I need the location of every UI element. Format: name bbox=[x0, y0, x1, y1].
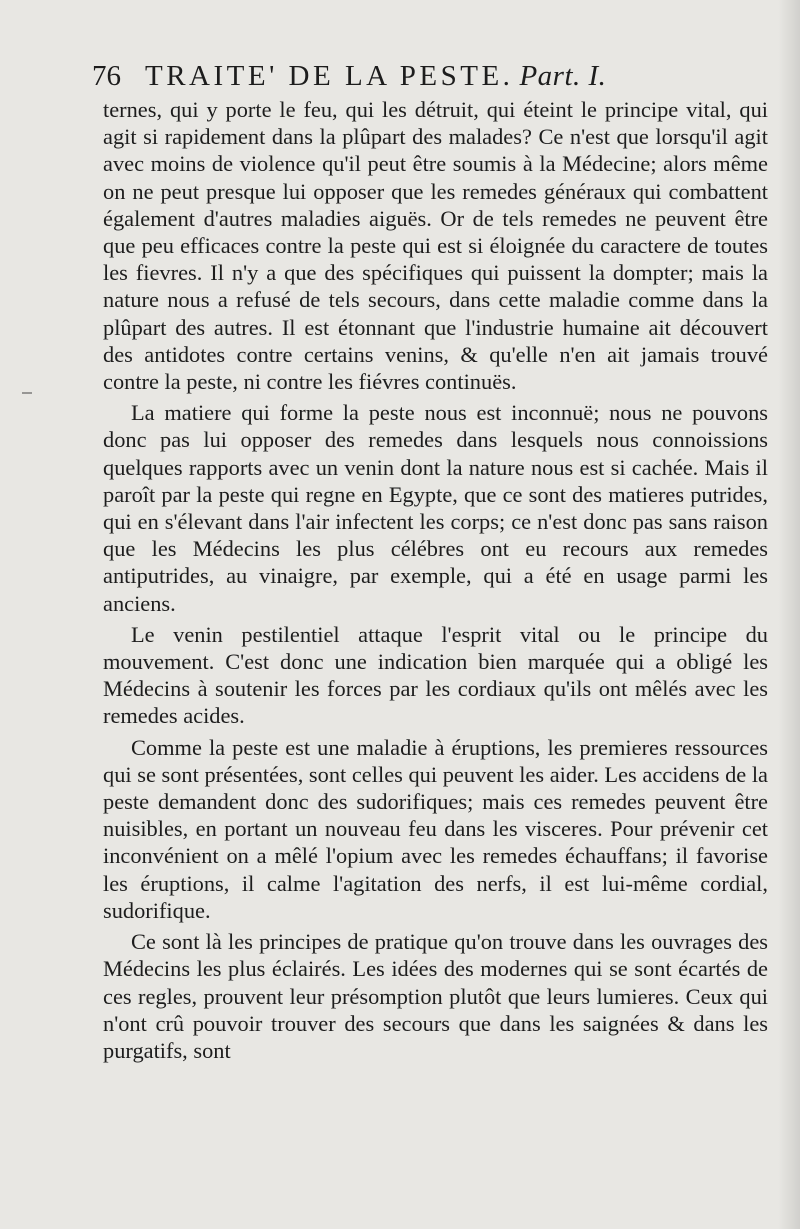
paragraph-5: Ce sont là les principes de pratique qu'on trouve dans les ouvrages des Médecins les plus éclairés. Les idées des modernes qui se sont écartés de ces regles, prouvent leur présomption plutôt que leurs lumieres. Ceux qui n'ont crû pouvoir trouver des secours que dans les saignées & dans les purgatifs, sont bbox=[103, 929, 768, 1063]
running-header bbox=[92, 60, 732, 92]
page-number: 76 bbox=[92, 60, 121, 92]
paragraph-1: ternes, qui y porte le feu, qui les détruit, qui éteint le principe vital, qui agit si rapidement dans la plûpart des malades? Ce n'est que lorsqu'il agit avec moins de violence qu'il peut être soumis à la Médecine; alors même on ne peut presque lui opposer que les remedes généraux qui combattent également d'autres maladies aiguës. Or de tels remedes ne peuvent être que peu efficaces contre la peste qui est si éloignée du caractere de toutes les fievres. Il n'y a que des spécifiques qui puissent la dompter; mais la nature nous a refusé de tels secours, dans cette maladie comme dans la plûpart des autres. Il est étonnant que l'industrie humaine ait découvert des antidotes contre certains venins, & qu'elle n'en ait jamais trouvé contre la peste, ni contre les fiévres continuës. bbox=[103, 97, 768, 395]
running-title: TRAITE' DE LA PESTE. bbox=[145, 60, 514, 92]
paragraph-4: Comme la peste est une maladie à éruptions, les premieres ressources qui se sont présentées, sont celles qui peuvent les aider. Les accidens de la peste demandent donc des sudorifiques; mais ces remedes peuvent être nuisibles, en portant un nouveau feu dans les visceres. Pour prévenir cet inconvénient on a mêlé l'opium avec les remedes échauffans; il favorise les éruptions, il calme l'agitation des nerfs, il est lui-même cordial, sudorifique. bbox=[103, 734, 768, 923]
margin-mark bbox=[22, 392, 32, 394]
paragraph-3: Le venin pestilentiel attaque l'esprit vital ou le principe du mouvement. C'est donc une indication bien marquée qui a obligé les Médecins à soutenir les forces par les cordiaux qu'ils ont mêlés avec les remedes acides. bbox=[103, 621, 768, 729]
paragraph-2: La matiere qui forme la peste nous est inconnuë; nous ne pouvons donc pas lui opposer des remedes dans lesquels nous connoissions quelques rapports avec un venin dont la nature nous est si cachée. Mais il paroît par la peste qui regne en Egypte, que ce sont des matieres putrides, qui en s'élevant dans l'air infectent les corps; ce n'est donc pas sans raison que les Médecins les plus célébres ont eu recours aux remedes antiputrides, au vinaigre, par exemple, qui a été en usage parmi les anciens. bbox=[103, 400, 768, 616]
page-spine-shadow bbox=[778, 0, 800, 1229]
body-text bbox=[103, 96, 768, 1064]
part-label: Part. I. bbox=[519, 60, 607, 92]
